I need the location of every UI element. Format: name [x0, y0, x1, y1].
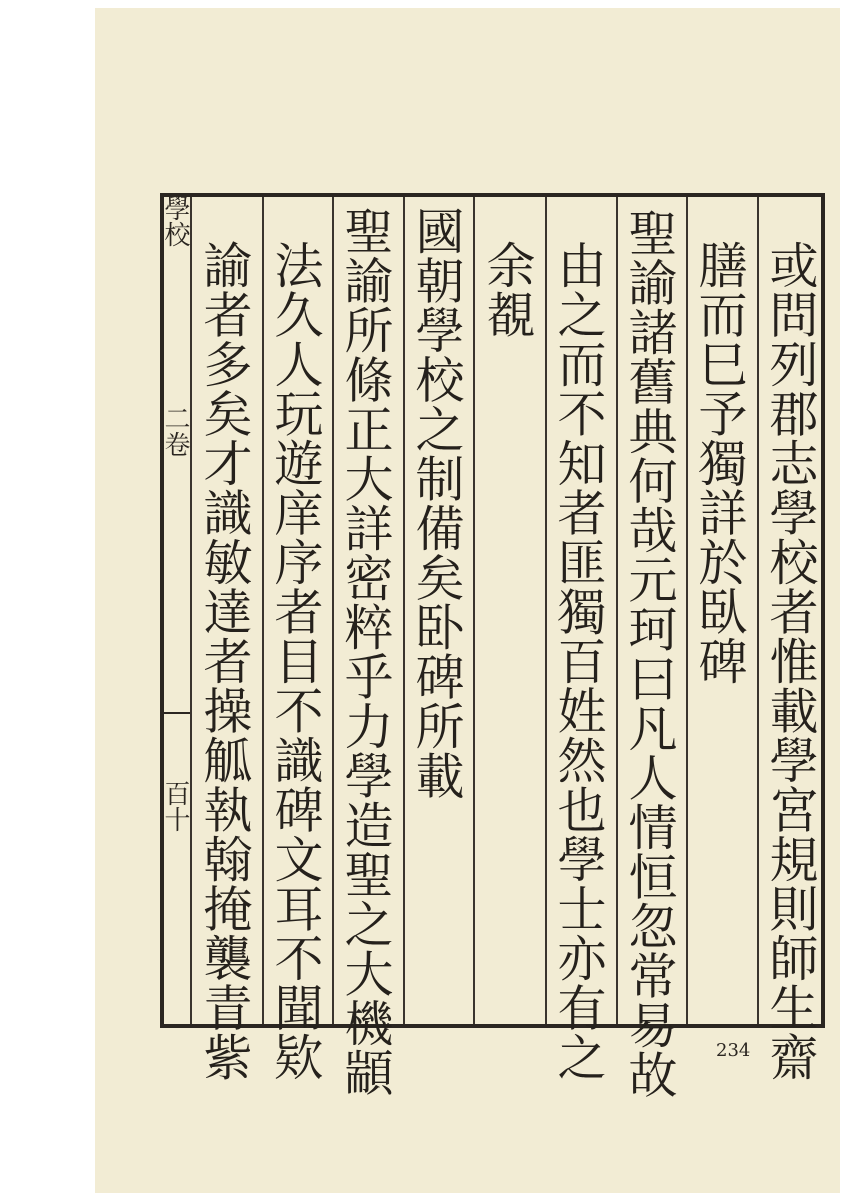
page-number: 234 — [716, 1040, 751, 1061]
text-column-8: 法久人玩遊庠序者目不識碑文耳不聞欵 — [267, 240, 324, 1082]
column-rule — [686, 197, 688, 1024]
text-column-9: 諭者多矣才識敏達者操觚執翰掩襲青紫 — [196, 240, 253, 1082]
text-column-5: 余覩 — [479, 240, 536, 339]
text-column-4: 由之而不知者匪獨百姓然也學士亦有之 — [550, 240, 607, 1082]
column-rule — [473, 197, 475, 1024]
margin-title-bottom: 百十 — [160, 780, 190, 832]
column-rule — [190, 197, 192, 1024]
text-column-7: 聖諭所條正大詳密粹乎力學造聖之大機顓 — [337, 206, 394, 1097]
column-rule — [262, 197, 264, 1024]
column-rule — [403, 197, 405, 1024]
text-column-1: 或問列郡志學校者惟載學宮規則師生齋 — [762, 240, 819, 1082]
margin-title-middle: 二卷 — [160, 405, 190, 457]
column-rule — [757, 197, 759, 1024]
text-column-6: 國朝學校之制備矣卧碑所載 — [408, 206, 465, 800]
text-column-2: 膳而巳予獨詳於臥碑 — [691, 240, 748, 686]
column-rule — [545, 197, 547, 1024]
text-column-3: 聖諭諸舊典何哉元珂曰凡人情恒忽常易故 — [621, 208, 678, 1099]
margin-title-top: 學校 — [160, 195, 190, 247]
column-rule — [616, 197, 618, 1024]
fish-tail-mark — [162, 712, 190, 714]
column-rule — [332, 197, 334, 1024]
